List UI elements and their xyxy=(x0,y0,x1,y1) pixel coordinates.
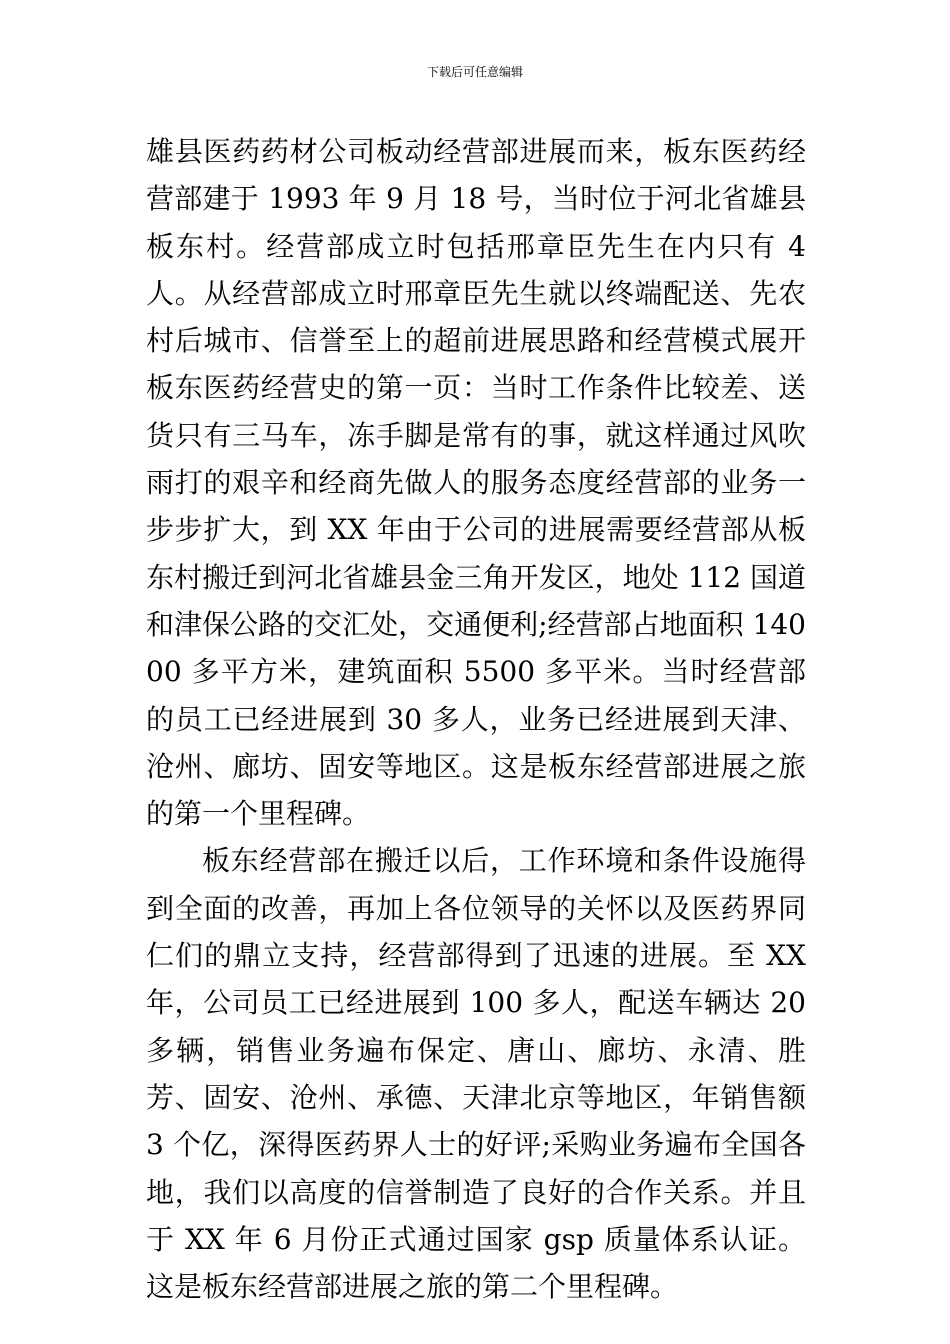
paragraph-2: 板东经营部在搬迁以后，工作环境和条件设施得到全面的改善，再加上各位领导的关怀以及医药界同仁们的鼎立支持，经营部得到了迅速的进展。至 XX 年，公司员工已经进展到 100 多人，配送车辆达 20 多辆，销售业务遍布保定、唐山、廊坊、永清、胜芳、固安、沧州、承德、天津北京等地区，年销售额 3 个亿，深得医药界人士的好评;采购业务遍布全国各地，我们以高度的信誉制造了良好的合作关系。并且于 XX 年 6 月份正式通过国家 gsp 质量体系认证。这是板东经营部进展之旅的第二个里程碑。 xyxy=(146,844,806,1304)
paragraph-1: 雄县医药药材公司板动经营部进展而来，板东医药经营部建于 1993 年 9 月 18 号，当时位于河北省雄县板东村。经营部成立时包括邢章臣先生在内只有 4 人。从经营部成立时邢章臣先生就以终端配送、先农村后城市、信誉至上的超前进展思路和经营模式展开板东医药经营史的第一页：当时工作条件比较差、送货只有三马车，冻手脚是常有的事，就这样通过风吹雨打的艰辛和经商先做人的服务态度经营部的业务一步步扩大，到 XX 年由于公司的进展需要经营部从板东村搬迁到河北省雄县金三角开发区，地处 112 国道和津保公路的交汇处，交通便利;经营部占地面积 14000 多平方米，建筑面积 5500 多平米。当时经营部的员工已经进展到 30 多人，业务已经进展到天津、沧州、廊坊、固安等地区。这是板东经营部进展之旅的第一个里程碑。 xyxy=(146,135,806,831)
document-body xyxy=(146,128,806,1310)
page-header-note: 下载后可任意编辑 xyxy=(426,65,523,79)
